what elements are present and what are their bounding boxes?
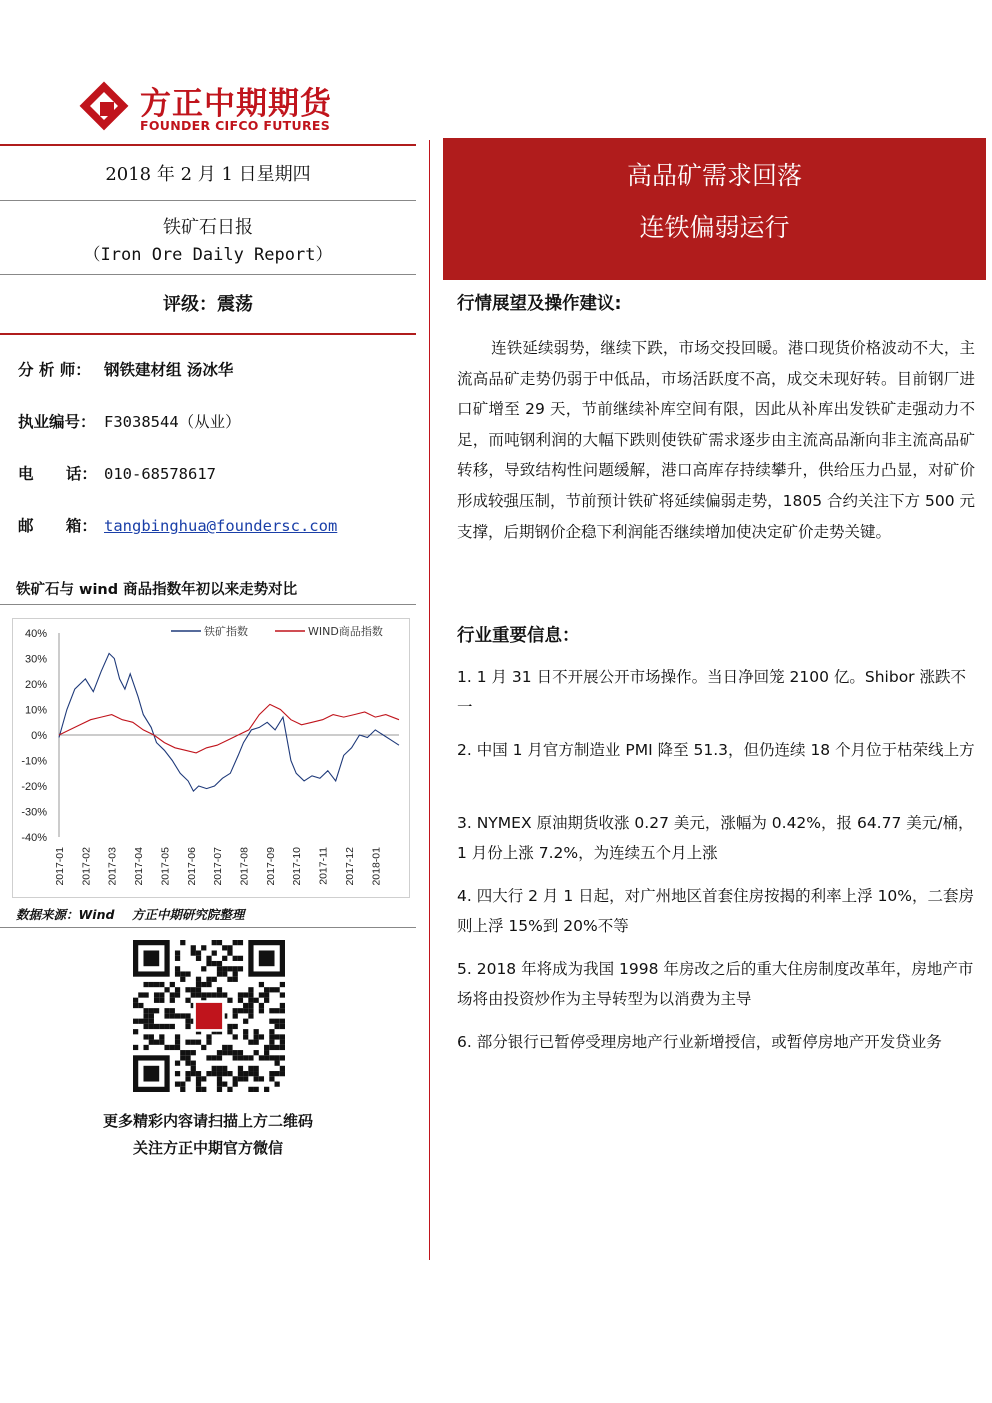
news-item: 4. 四大行 2 月 1 日起，对广州地区首套住房按揭的利率上浮 10%，二套房则上浮 15%到 20%不等 xyxy=(457,887,975,935)
license-row xyxy=(18,410,241,432)
divider xyxy=(0,333,416,335)
report-rating: 评级：震荡 xyxy=(163,294,253,315)
founder-logo-icon xyxy=(78,80,130,132)
divider xyxy=(0,927,416,928)
y-tick-label: 40% xyxy=(24,628,47,640)
x-tick-label: 2017-10 xyxy=(291,847,304,886)
news-item: 3. NYMEX 原油期货收涨 0.27 美元，涨幅为 0.42%，报 64.77 美元/桶，1 月份上涨 7.2%，为连续五个月上涨 xyxy=(457,814,974,862)
y-tick-label: 0% xyxy=(31,730,47,742)
news-item: 6. 部分银行已暂停受理房地产行业新增授信，或暂停房地产开发贷业务 xyxy=(457,1033,942,1051)
analyst-label: 分 析 师： xyxy=(18,361,91,379)
report-subtitle: （Iron Ore Daily Report） xyxy=(83,245,333,265)
license-value: F3038544（从业） xyxy=(104,413,241,431)
y-tick-label: -10% xyxy=(21,755,47,768)
x-tick-label: 2017-03 xyxy=(106,847,119,886)
license-label: 执业编号： xyxy=(18,413,96,431)
x-tick-label: 2017-01 xyxy=(54,847,66,886)
series-line-0 xyxy=(59,653,399,791)
line-chart xyxy=(13,619,409,897)
outlook-text: 连铁延续弱势，继续下跌，市场交投回暖。港口现货价格波动不大，主流高品矿走势仍弱于中低品，市场活跃度不高，成交未现好转。目前钢厂进口矿增至 29 天，节前继续补库空间有限，因此从补库出发铁矿走强动力不足，而吨钢利润的大幅下跌则使铁矿需求逐步由主流高品渐向非主流高品矿转移，导致结构性问题缓解，港口高库存持续攀升，供给压力凸显，对矿价形成较强压制，节前预计铁矿将延续偏弱走势，1805 合约关注下方 500 元支撑，后期钢价企稳下利润能否继续增加使决定矿价走势关键。 xyxy=(457,339,975,541)
chart-source: 数据来源：Wind 方正中期研究院整理 xyxy=(16,907,245,922)
y-tick-label: -30% xyxy=(21,806,47,819)
headline-line-2: 连铁偏弱运行 xyxy=(639,213,790,242)
report-title: 铁矿石日报 xyxy=(163,217,253,238)
news-heading: 行业重要信息： xyxy=(457,626,580,646)
email-link[interactable]: tangbinghua@foundersc.com xyxy=(104,517,338,535)
x-tick-label: 2017-06 xyxy=(185,847,198,886)
x-tick-label: 2017-09 xyxy=(264,847,277,886)
analyst-value: 钢铁建材组 汤冰华 xyxy=(104,361,234,379)
x-tick-label: 2017-07 xyxy=(212,847,225,886)
chart-title: 铁矿石与 wind 商品指数年初以来走势对比 xyxy=(16,582,298,598)
legend-label: 铁矿指数 xyxy=(204,625,248,638)
news-item: 2. 中国 1 月官方制造业 PMI 降至 51.3，但仍连续 18 个月位于枯荣线上方 xyxy=(457,741,975,759)
phone-label: 电 话： xyxy=(18,465,97,483)
email-label: 邮 箱： xyxy=(18,517,97,535)
outlook-heading: 行情展望及操作建议: xyxy=(457,294,622,314)
phone-value: 010-68578617 xyxy=(104,465,216,483)
news-item: 1. 1 月 31 日不开展公开市场操作。当日净回笼 2100 亿。Shibor 涨跌不一 xyxy=(457,668,966,716)
divider xyxy=(0,604,416,605)
news-item: 5. 2018 年将成为我国 1998 年房改之后的重大住房制度改革年，房地产市场将由投资炒作为主导转型为以消费为主导 xyxy=(457,960,974,1008)
y-tick-label: 10% xyxy=(24,704,47,717)
qr-code xyxy=(133,940,285,1092)
y-tick-label: 20% xyxy=(24,679,47,691)
y-tick-label: -40% xyxy=(21,832,47,844)
qr-caption-1: 更多精彩内容请扫描上方二维码 xyxy=(102,1112,313,1130)
y-tick-label: -20% xyxy=(21,781,47,793)
x-tick-label: 2017-12 xyxy=(343,847,356,886)
divider xyxy=(0,274,416,275)
analyst-row xyxy=(18,358,233,380)
x-tick-label: 2017-04 xyxy=(133,847,146,886)
divider xyxy=(0,144,416,146)
phone-row xyxy=(18,462,216,484)
x-tick-label: 2017-11 xyxy=(317,847,330,885)
series-line-1 xyxy=(59,704,399,753)
divider xyxy=(0,200,416,201)
x-tick-label: 2017-05 xyxy=(159,847,172,886)
qr-caption-2: 关注方正中期官方微信 xyxy=(132,1139,283,1157)
legend-label: WIND商品指数 xyxy=(308,625,383,638)
outlook-paragraph xyxy=(457,333,975,547)
x-tick-label: 2018-01 xyxy=(370,847,383,886)
headline-box xyxy=(443,138,986,280)
brand-name-en: FOUNDER CIFCO FUTURES xyxy=(140,118,331,133)
report-date: 2018 年 2 月 1 日星期四 xyxy=(105,164,311,185)
brand-name-cn: 方正中期期货 xyxy=(140,86,332,122)
headline-line-1: 高品矿需求回落 xyxy=(626,161,802,190)
x-tick-label: 2017-08 xyxy=(238,847,251,886)
chart-container xyxy=(12,618,410,898)
x-tick-label: 2017-02 xyxy=(80,847,93,886)
email-row xyxy=(18,514,337,536)
y-tick-label: 30% xyxy=(24,653,47,666)
column-divider xyxy=(429,140,430,1260)
